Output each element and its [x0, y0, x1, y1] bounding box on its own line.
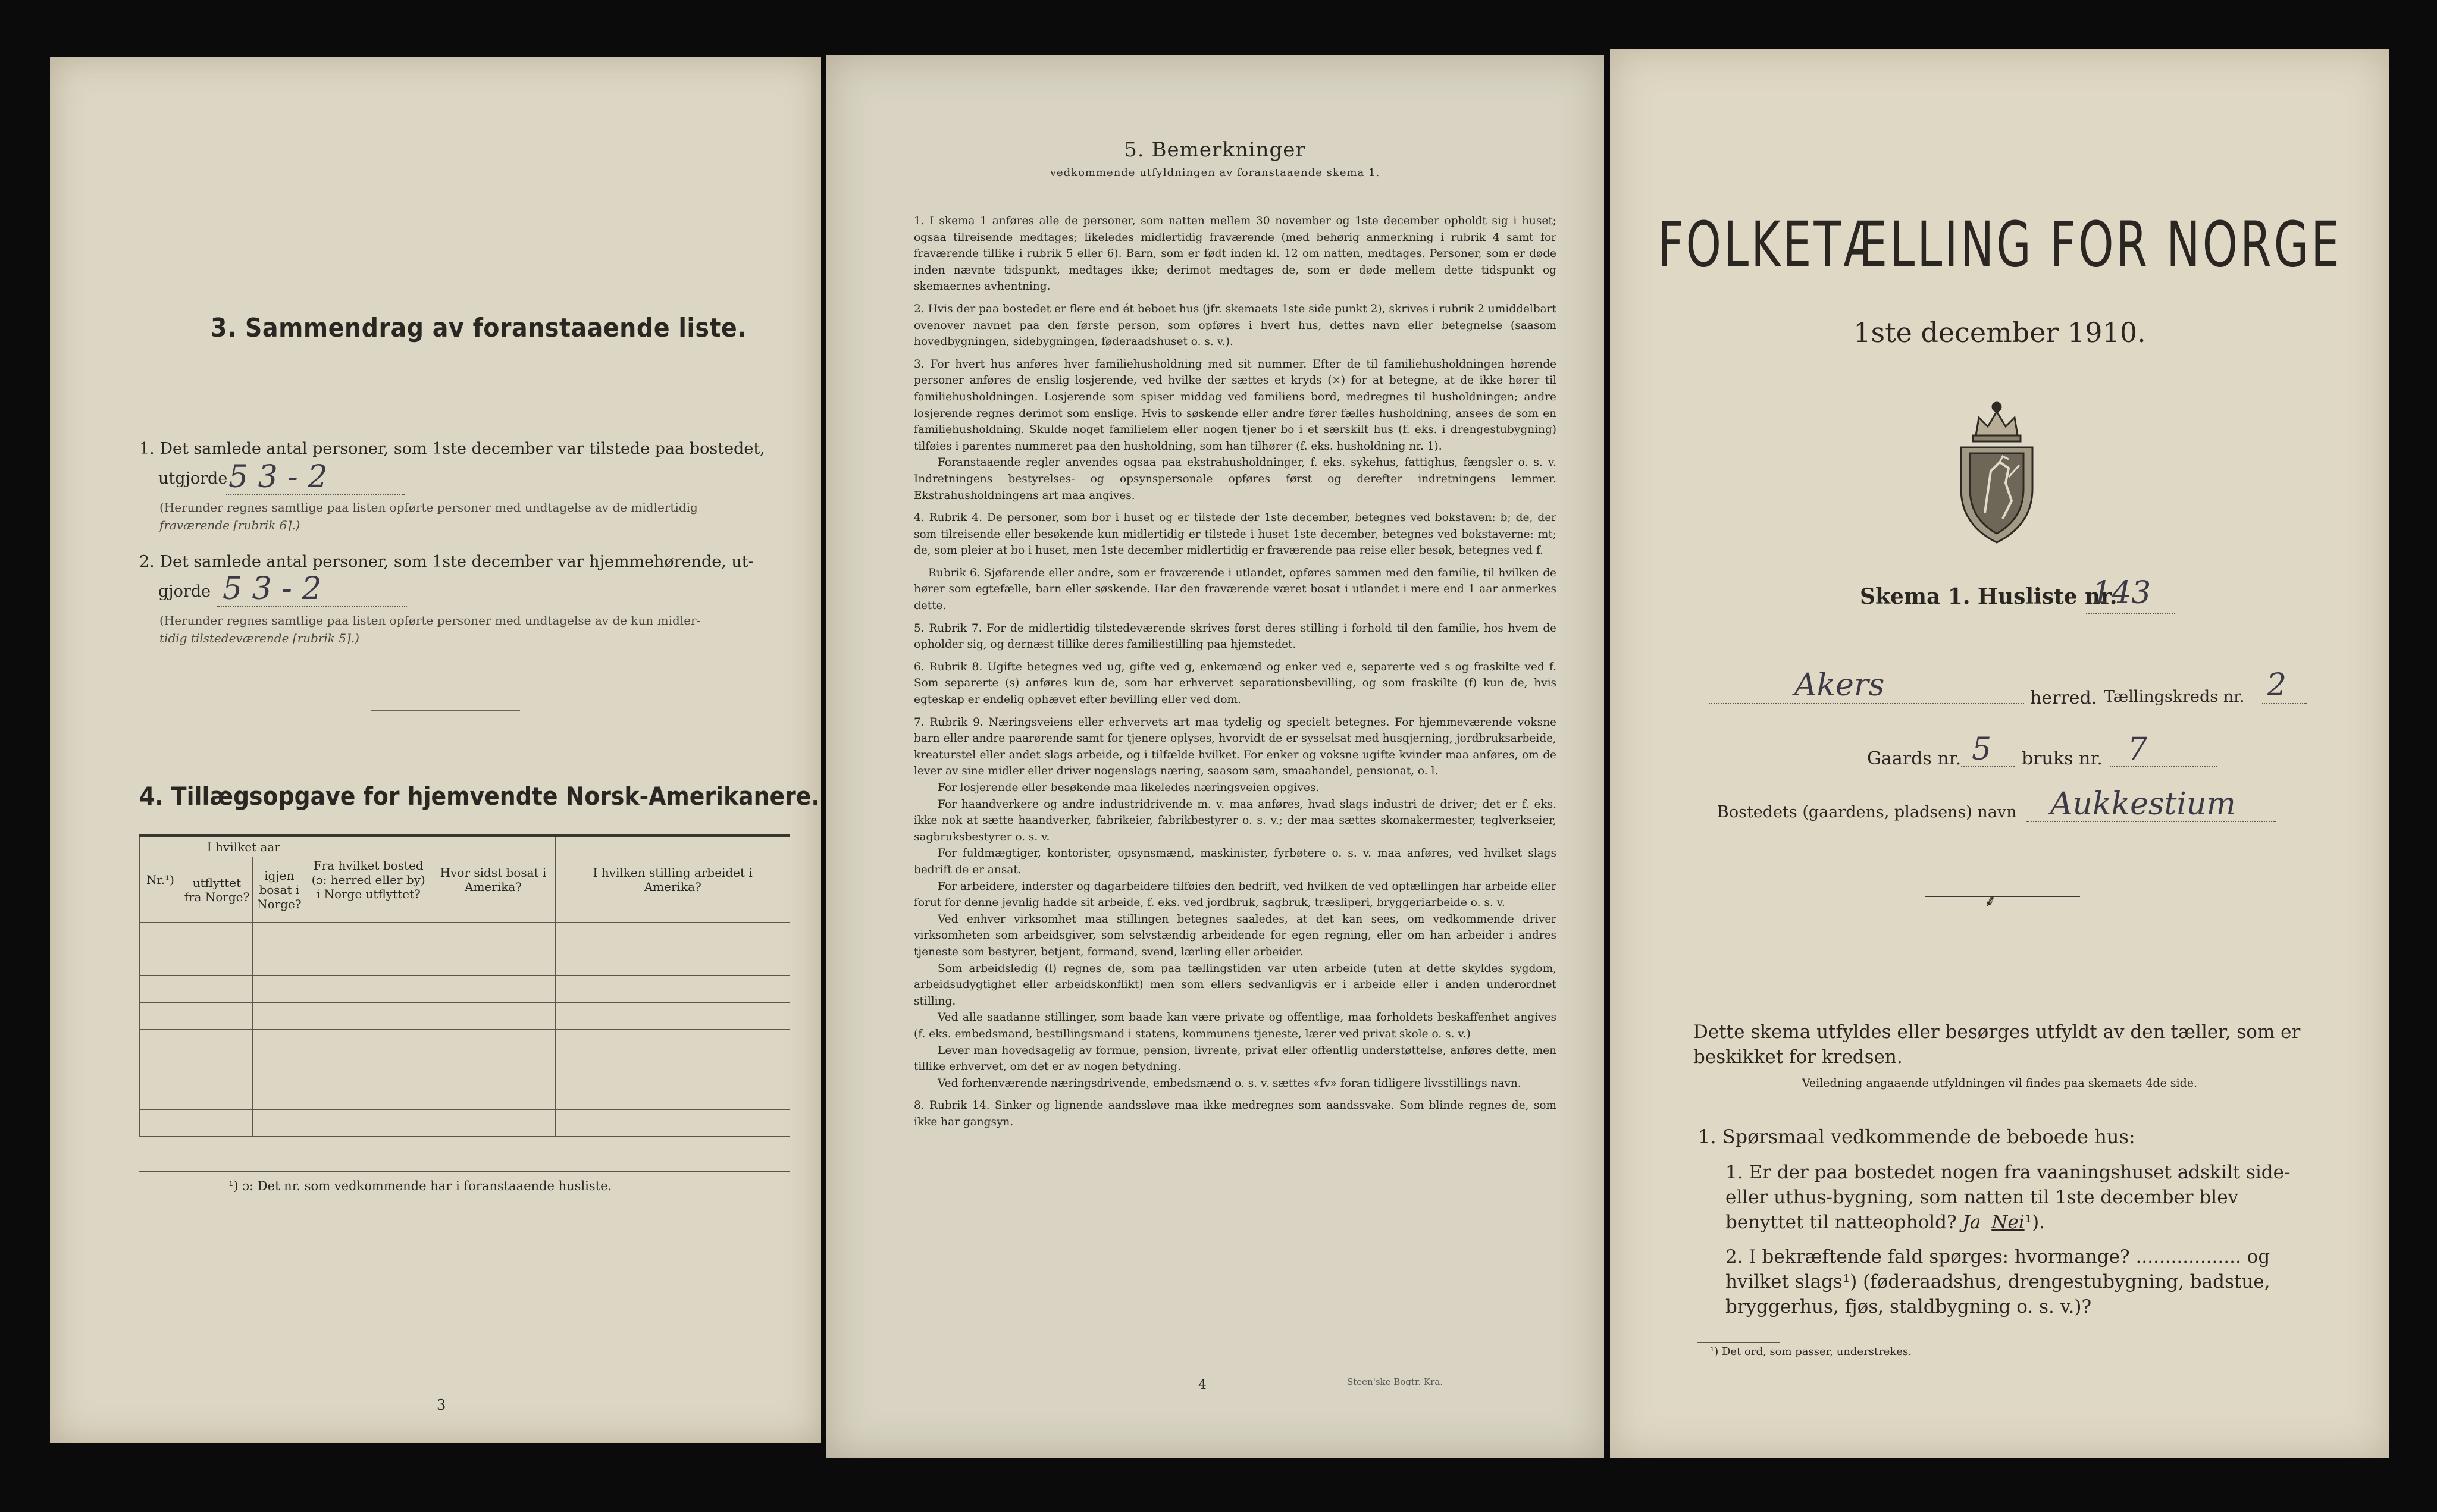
- husliste-number: 143: [2092, 575, 2151, 611]
- remarks-heading: 5. Bemerkninger: [1124, 138, 1306, 162]
- page-middle: [826, 55, 1604, 1458]
- section-divider: [371, 710, 520, 711]
- col-nr: Nr.¹): [140, 836, 181, 923]
- section3-heading: 3. Sammendrag av foranstaaende liste.: [211, 313, 747, 343]
- section4-heading: 4. Tillægsopgave for hjemvendte Norsk-Amerikanere.: [139, 782, 820, 811]
- col-last-residence: Hvor sidst bosat i Amerika?: [431, 836, 556, 923]
- item1-handwritten-values: 5 3 - 2: [228, 459, 328, 495]
- gaards-fill-line: [1961, 766, 2015, 767]
- remark-paragraph: 5. Rubrik 7. For de midlertidig tilstedeværende skrives først deres stilling i forhold til den familie, hos hvem de opholder sig, og dernæst tillike deres familiestilling paa hjemstedet.: [914, 622, 1556, 651]
- kreds-label: Tællingskreds nr.: [2104, 688, 2245, 706]
- table-row: [140, 923, 790, 949]
- col-emigrated: utflyttet fra Norge?: [181, 857, 252, 923]
- answer-ja: Ja: [1962, 1212, 1981, 1233]
- herred-value: Akers: [1794, 667, 1885, 703]
- remark-paragraph: For arbeidere, inderster og dagarbeidere tilføies den bedrift, ved hvilken de ved optællingen har arbeide eller forut for denne jevnlig hadde sit arbeide, f. eks. ved jordbruk, sagbruk, træsliperi, bryggeriarbeide o. s. v.: [914, 880, 1556, 909]
- col-from-where: Fra hvilket bosted (ɔ: herred eller by) i Norge utflyttet?: [306, 836, 431, 923]
- remark-paragraph: Som arbeidsledig (l) regnes de, som paa tællingstiden var uten arbeide (uten at dette skyldes sygdom, arbeidsudygtighet eller arbeidskonflikt) men som ellers sedvanligvis er i arbeide eller i anden underordnet stilling.: [914, 962, 1556, 1008]
- page-number-left: 3: [437, 1397, 446, 1413]
- col-returned: igjen bosat i Norge?: [252, 857, 306, 923]
- remark-paragraph: Ved enhver virksomhet maa stillingen betegnes saaledes, at det kan sees, om vedkommende driver virksomheten som arbeidsgiver, som selvstændig arbeidende for egen regning, eller om han arbeider i andres tjeneste som bestyrer, betjent, formand, svend, lærling eller arbeider.: [914, 912, 1556, 958]
- ornament-divider: [1925, 896, 2080, 897]
- section4-footnote: ¹) ɔ: Det nr. som vedkommende har i foranstaaende husliste.: [228, 1179, 612, 1193]
- item1-fill-line: [226, 494, 405, 495]
- remark-paragraph: 6. Rubrik 8. Ugifte betegnes ved ug, gifte ved g, enkemænd og enker ved e, separerte ved s og fraskilte ved f. Som separerte (s) anføres kun de, som har erhvervet separationsbevilling, og som fraskilte (f) kun de, hvis egteskap er endelig ophævet efter bevilling eller ved dom.: [914, 660, 1556, 707]
- col-year-group: I hvilket aar: [181, 836, 306, 857]
- remarks-subheading: vedkommende utfyldningen av foranstaaende skema 1.: [1050, 167, 1380, 179]
- remark-paragraph: 4. Rubrik 4. De personer, som bor i huset og er tilstede der 1ste december, betegnes ved bokstaven: b; de, der som tilreisende eller besøkende kun midlertidig er tilstede i huset 1ste december, betegnes ved bokstaverne: mt; de, som pleier at bo i huset, men 1ste december midlertidig er fraværende paa reise eller besøk, betegnes ved f.: [914, 512, 1556, 557]
- remark-paragraph: Ved alle saadanne stillinger, som baade kan være private og offentlige, maa forholdets beskaffenhet angives (f. eks. embedsmand, bestillingsmand i statens, kommunens tjeneste, lærer ved privat skole o. s. v.): [914, 1011, 1556, 1040]
- census-date: 1ste december 1910.: [1853, 316, 2146, 349]
- item2-note-b: tidig tilstedeværende [rubrik 5].): [159, 631, 359, 645]
- questions-heading: 1. Spørsmaal vedkommende de beboede hus:: [1698, 1125, 2135, 1148]
- herred-fill-line: [1709, 703, 2024, 704]
- bruks-value: 7: [2128, 732, 2148, 767]
- norway-coat-of-arms-icon: [1943, 394, 2050, 548]
- table-row: [140, 1083, 790, 1110]
- remark-paragraph: 3. For hvert hus anføres hver familiehusholdning med sit nummer. Efter de til familiehusholdningen hørende personer anføres de enslig losjerende, ved hvilke der sættes et kryds (×) for at betegne, at de ikke hører til familiehusholdningen. Losjerende som spiser middag ved familiens bord, medregnes til husholdningen; andre losjerende regnes derimot som enslige. Hvis to søskende eller andre fører fælles husholdning, ansees de som en familiehusholdning. Skulde noget familielem eller nogen tjener bo i et særskilt hus (f. eks. i drengestubygning) tilføies i parentes nummeret paa den husholdning, som han tilhører (f. eks. husholdning nr. 1).: [914, 357, 1556, 453]
- bruks-label: bruks nr.: [2022, 748, 2103, 769]
- instruction-note: Veiledning angaaende utfyldningen vil findes paa skemaets 4de side.: [1802, 1077, 2198, 1090]
- item2-handwritten-values: 5 3 - 2: [223, 571, 322, 607]
- remark-paragraph: 7. Rubrik 9. Næringsveiens eller erhvervets art maa tydelig og specielt betegnes. For hjemmeværende voksne barn eller andre paarørende samt for tjenere oplyses, hvorvidt de er sysselsat med husgjerning, jordbruksarbeide, kreaturstel eller andet slags arbeide, og i tilfælde hvilket. For enker og voksne ugifte kvinder maa anføres, om de lever av sine midler eller driver nogenslags næring, saasom søm, smaahandel, pensionat, o. l.: [914, 716, 1556, 778]
- question-1: 1. Er der paa bostedet nogen fra vaaningshuset adskilt side- eller uthus-bygning, som natten til 1ste december blev benyttet til natteophold? Ja Nei¹).: [1725, 1162, 2291, 1233]
- bosted-value: Aukkestium: [2050, 786, 2236, 822]
- bosted-label: Bostedets (gaardens, pladsens) navn: [1717, 803, 2017, 821]
- bosted-fill-line: [2026, 821, 2276, 822]
- question-1-text: 1. Er der paa bostedet nogen fra vaaningshuset adskilt side- eller uthus-bygning, som natten til 1ste december blev benyttet til natteophold?: [1725, 1162, 2291, 1233]
- question-2: 2. I bekræftende fald spørges: hvormange? .................. og hvilket slags¹) (føderaadshus, drengestubygning, badstue, bryggerhus, fjøs, staldbygning o. s. v.)?: [1725, 1246, 2270, 1317]
- remarks-list: [914, 213, 1556, 1130]
- page-left: [50, 57, 821, 1443]
- footnote-rule: [1697, 1342, 1780, 1343]
- kreds-value: 2: [2267, 667, 2287, 703]
- skema-label: Skema 1. Husliste nr.: [1860, 584, 2118, 609]
- table-row: [140, 1056, 790, 1083]
- gaards-value: 5: [1972, 732, 1992, 767]
- item1-text: 1. Det samlede antal personer, som 1ste december var tilstede paa bostedet,: [139, 440, 765, 458]
- table-row: [140, 1030, 790, 1056]
- item1-note-b: fraværende [rubrik 6].): [159, 518, 300, 532]
- form-title: FOLKETÆLLING FOR NORGE: [1658, 208, 2342, 281]
- item1-note-a: (Herunder regnes samtlige paa listen opførte personer med undtagelse av de midlertidig: [159, 500, 698, 515]
- remark-paragraph: For haandverkere og andre industridrivende m. v. maa anføres, hvad slags industri de driver; det er f. eks. ikke nok at sætte haandverker, fabrikeier, fabrikbestyrer o. s. v.; der maa sættes skomakermester, teglverkseier, sagbruksbestyrer o. s. v.: [914, 798, 1556, 843]
- item1-label: utgjorde: [158, 469, 228, 488]
- remark-paragraph: For fuldmægtiger, kontorister, opsynsmænd, maskinister, fyrbøtere o. s. v. maa anføres, ved hvilket slags bedrift de er ansat.: [914, 847, 1556, 876]
- remark-paragraph: 1. I skema 1 anføres alle de personer, som natten mellem 30 november og 1ste december opholdt sig i huset; ogsaa tilreisende medtages; likeledes midlertidig fraværende (med behørig anmerkning i rubrik 4 samt for fraværende tillike i rubrik 5 eller 6). Barn, som er født inden kl. 12 om natten, medtages. Personer, som er døde inden nævnte tidspunkt, medtages ikke; derimot medtages de, som er døde mellem dette tidspunkt og skemaernes avhentning.: [914, 215, 1556, 293]
- gaards-label: Gaards nr.: [1867, 748, 1962, 769]
- table-row: [140, 949, 790, 976]
- remark-paragraph: Lever man hovedsagelig av formue, pension, livrente, privat eller offentlig understøttelse, anføres dette, men tillike erhvervet, om det er av nogen betydning.: [914, 1044, 1556, 1074]
- husliste-fill-line: [2086, 613, 2175, 614]
- table-row: [140, 1003, 790, 1030]
- printer-imprint: Steen'ske Bogtr. Kra.: [1347, 1376, 1443, 1387]
- item2-fill-line: [217, 606, 407, 607]
- bruks-fill-line: [2110, 766, 2217, 767]
- remark-paragraph: Ved forhenværende næringsdrivende, embedsmænd o. s. v. sættes «fv» foran tidligere livsstillings navn.: [938, 1077, 1521, 1090]
- question-2-text: 2. I bekræftende fald spørges: hvormange?: [1725, 1246, 2130, 1268]
- remark-paragraph: 2. Hvis der paa bostedet er flere end ét beboet hus (jfr. skemaets 1ste side punkt 2), skrives i rubrik 2 umiddelbart ovenover navnet paa den første person, som opføres i hvert hus, dettes navn eller betegnelse (saasom hovedbygningen, sidebygningen, føderaadshuset o. s. v.).: [914, 302, 1556, 349]
- table-bottom-rule: [139, 1171, 790, 1172]
- item2-text: 2. Det samlede antal personer, som 1ste december var hjemmehørende, ut-: [139, 553, 754, 571]
- page-right: [1610, 49, 2389, 1458]
- page-number-middle: 4: [1198, 1378, 1207, 1392]
- remark-paragraph: Rubrik 6. Sjøfarende eller andre, som er fraværende i utlandet, opføres sammen med den familie, til hvilken de hører som egtefælle, barn eller søskende. Har den fraværende været bosat i utlandet i mere end 1 aar anmerkes dette.: [914, 566, 1556, 613]
- kreds-fill-line: [2262, 703, 2307, 704]
- remark-paragraph: Foranstaaende regler anvendes ogsaa paa ekstrahusholdninger, f. eks. sykehus, fattighus, fængsler o. s. v. Indretningens bestyrelses- og opsynspersonale opføres først og derefter indretningens lemmer. Ekstrahusholdningens art maa angives.: [914, 456, 1556, 502]
- remark-paragraph: For losjerende eller besøkende maa likeledes næringsveien opgives.: [938, 782, 1320, 794]
- question-2-text-b: og hvilket slags¹) (føderaadshus, drengestubygning, badstue, bryggerhus, fjøs, staldbygning o. s. v.)?: [1725, 1246, 2270, 1317]
- table-row: [140, 1110, 790, 1137]
- herred-label: herred.: [2030, 688, 2097, 708]
- norsk-amerikanere-table: [139, 834, 790, 1137]
- answer-nei: Nei: [1991, 1212, 2025, 1233]
- instruction-text: Dette skema utfyldes eller besørges utfyldt av den tæller, som er beskikket for kredsen.: [1693, 1021, 2301, 1068]
- footnote: ¹) Det ord, som passer, understrekes.: [1710, 1345, 1912, 1358]
- remark-paragraph: 8. Rubrik 14. Sinker og lignende aandssløve maa ikke medregnes som aandssvake. Som blinde regnes de, som ikke har gangsyn.: [914, 1099, 1556, 1128]
- item2-note-a: (Herunder regnes samtlige paa listen opførte personer med undtagelse av de kun midler-: [159, 613, 701, 628]
- col-occupation: I hvilken stilling arbeidet i Amerika?: [556, 836, 790, 923]
- ornament-icon: ⸙: [1984, 890, 1997, 911]
- table-row: [140, 976, 790, 1003]
- item2-label: gjorde: [158, 582, 211, 601]
